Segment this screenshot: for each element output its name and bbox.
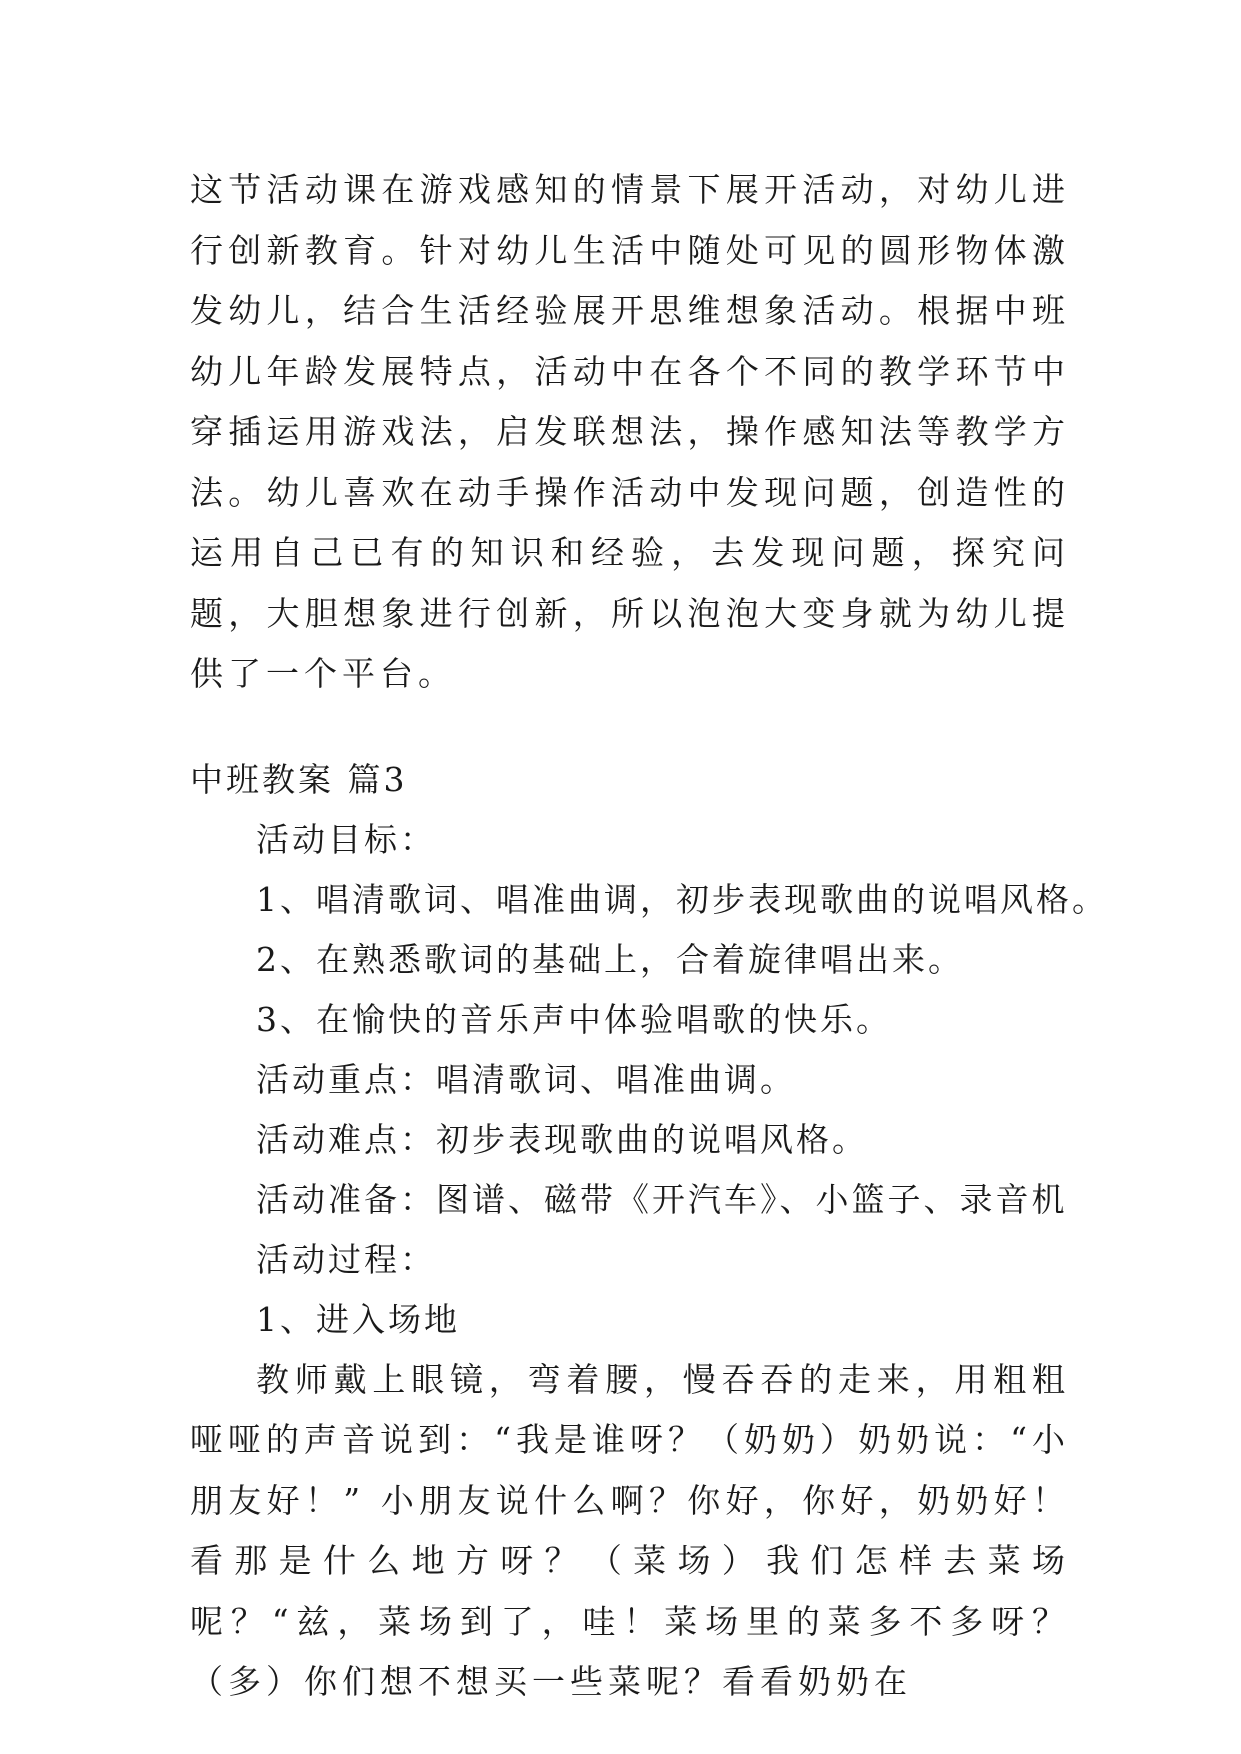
section-spacer xyxy=(190,705,1070,750)
activity-key-point: 活动重点：唱清歌词、唱准曲调。 xyxy=(256,1059,796,1099)
activity-difficulty: 活动难点：初步表现歌曲的说唱风格。 xyxy=(256,1119,868,1159)
document-content xyxy=(190,160,1108,1713)
section-title: 中班教案 篇3 xyxy=(190,759,408,799)
activity-preparation: 活动准备：图谱、磁带《开汽车》、小篮子、录音机 xyxy=(256,1179,1068,1219)
goal-item-2: 2、在熟悉歌词的基础上，合着旋律唱出来。 xyxy=(256,939,964,979)
process-step-1: 1、进入场地 xyxy=(256,1299,460,1339)
activity-process-heading: 活动过程： xyxy=(256,1239,436,1279)
process-paragraph: 教师戴上眼镜，弯着腰，慢吞吞的走来，用粗粗哑哑的声音说到：“我是谁呀？（奶奶）奶奶说：“小朋友好！” 小朋友说什么啊？你好，你好，奶奶好！看那是什么地方呀？（菜场）我们怎样去菜场呢？“兹，菜场到了，哇！菜场里的菜多不多呀？（多）你们想不想买一些菜呢？看看奶奶在 xyxy=(190,1359,1070,1701)
intro-paragraph: 这节活动课在游戏感知的情景下展开活动，对幼儿进行创新教育。针对幼儿生活中随处可见的圆形物体激发幼儿，结合生活经验展开思维想象活动。根据中班幼儿年龄发展特点，活动中在各个不同的教学环节中穿插运用游戏法，启发联想法，操作感知法等教学方法。幼儿喜欢在动手操作活动中发现问题，创造性的运用自己已有的知识和经验，去发现问题，探究问题，大胆想象进行创新，所以泡泡大变身就为幼儿提供了一个平台。 xyxy=(190,170,1070,693)
goal-item-3: 3、在愉快的音乐声中体验唱歌的快乐。 xyxy=(256,999,892,1039)
activity-goals-heading: 活动目标： xyxy=(256,819,436,859)
goal-item-1: 1、唱清歌词、唱准曲调，初步表现歌曲的说唱风格。 xyxy=(256,879,1108,919)
